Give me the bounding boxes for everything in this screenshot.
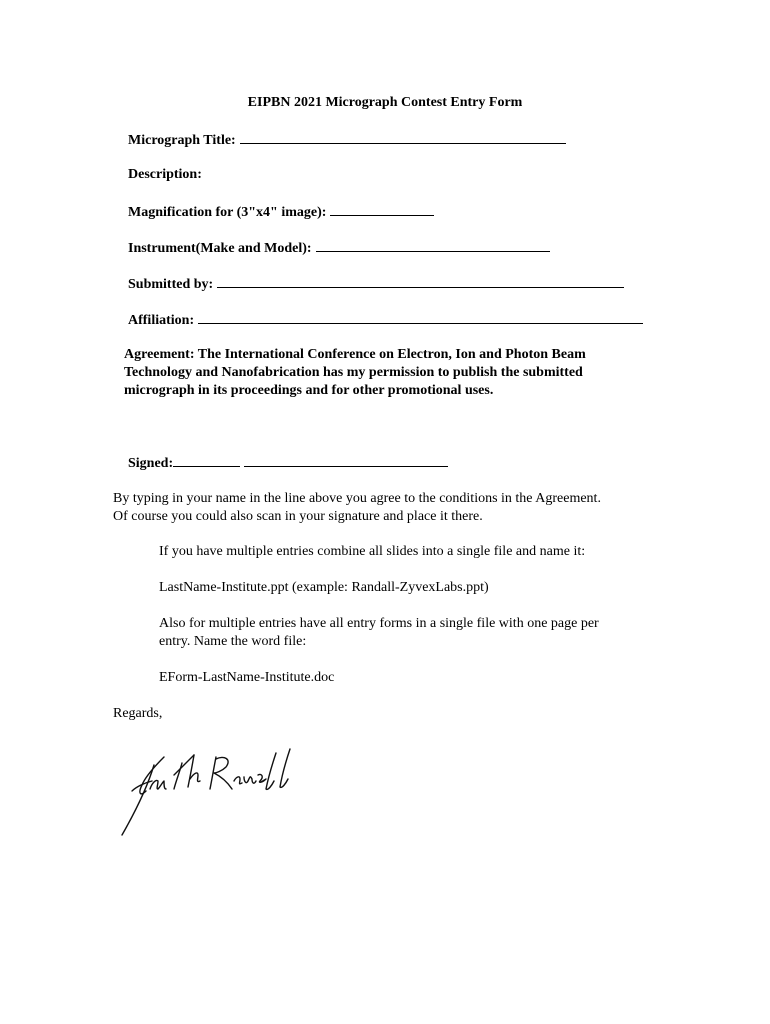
magnification-label: Magnification for (3"x4" image): — [128, 205, 327, 220]
entry-forms-line-2: entry. Name the word file: — [159, 634, 307, 649]
description-label: Description: — [128, 167, 202, 182]
magnification-field — [128, 202, 434, 221]
entry-forms-line-1: Also for multiple entries have all entry forms in a single file with one page per — [159, 616, 599, 631]
doc-filename: EForm-LastName-Institute.doc — [159, 670, 335, 685]
signed-line-short[interactable] — [173, 453, 240, 467]
slide-filename-example: LastName-Institute.ppt (example: Randall-ZyvexLabs.ppt) — [159, 580, 489, 595]
submitted-by-field — [128, 274, 624, 293]
signed-field — [128, 453, 448, 472]
signed-label: Signed: — [128, 456, 174, 471]
agreement-line-2: Technology and Nanofabrication has my permission to publish the submitted — [124, 365, 583, 380]
instrument-label: Instrument(Make and Model): — [128, 241, 312, 256]
handwritten-signature — [118, 745, 308, 845]
affiliation-label: Affiliation: — [128, 313, 195, 328]
micrograph-title-label: Micrograph Title: — [128, 133, 236, 148]
agreement-line-3: micrograph in its proceedings and for other promotional uses. — [124, 383, 494, 398]
submitted-by-label: Submitted by: — [128, 277, 214, 292]
affiliation-field — [128, 310, 643, 329]
magnification-line[interactable] — [330, 202, 434, 216]
affiliation-line[interactable] — [198, 310, 643, 324]
signed-line-long[interactable] — [244, 453, 448, 467]
closing-regards: Regards, — [113, 706, 163, 721]
instrument-field — [128, 238, 550, 257]
agreement-line-1: Agreement: The International Conference on Electron, Ion and Photon Beam — [124, 347, 586, 362]
submitted-by-line[interactable] — [217, 274, 624, 288]
multiple-entries-instruction: If you have multiple entries combine all slides into a single file and name it: — [159, 544, 586, 559]
consent-line-2: Of course you could also scan in your signature and place it there. — [113, 509, 483, 524]
instrument-line[interactable] — [316, 238, 550, 252]
consent-line-1: By typing in your name in the line above you agree to the conditions in the Agreement. — [113, 491, 601, 506]
form-title: EIPBN 2021 Micrograph Contest Entry Form — [247, 95, 523, 110]
micrograph-title-line[interactable] — [240, 130, 566, 144]
micrograph-title-field — [128, 130, 566, 149]
